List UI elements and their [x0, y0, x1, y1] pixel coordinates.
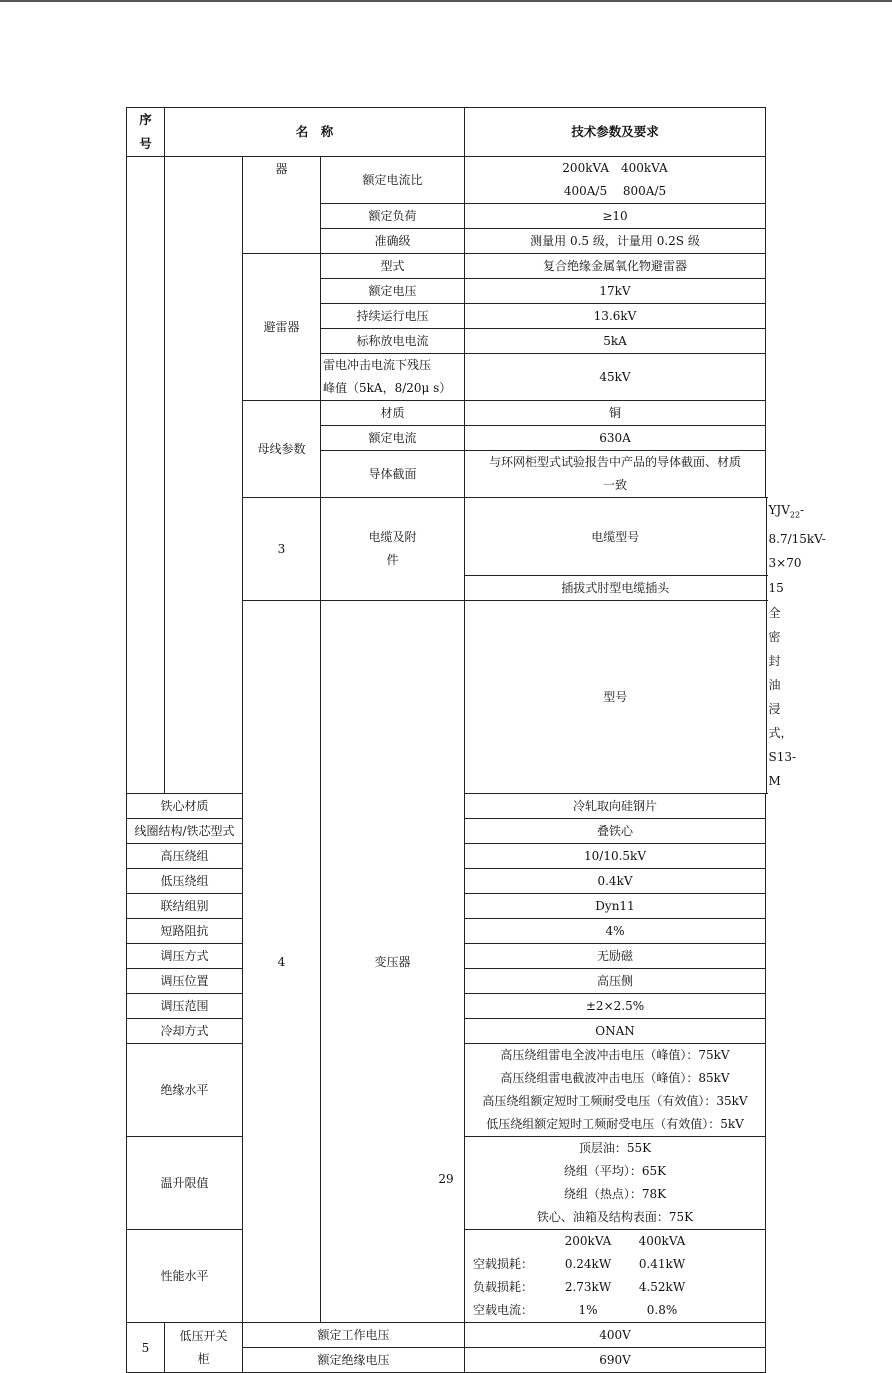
value-cell: 叠铁心 — [465, 819, 766, 844]
item-no: 3 — [243, 498, 321, 601]
param-cell: 线圈结构/铁芯型式 — [127, 819, 243, 844]
param-cell: 调压范围 — [127, 994, 243, 1019]
item-name: 电缆及附 件 — [321, 498, 465, 601]
param-cell: 材质 — [321, 401, 465, 426]
value-cell: Dyn11 — [465, 894, 766, 919]
param-cell: 绝缘水平 — [127, 1044, 243, 1137]
value-cell: 与环网柜型式试验报告中产品的导体截面、材质 一致 — [465, 451, 766, 498]
value-cell: 45kV — [465, 354, 766, 401]
item-no: 4 — [243, 601, 321, 1323]
value-cell: ±2×2.5% — [465, 994, 766, 1019]
param-cell: 持续运行电压 — [321, 304, 465, 329]
param-cell: 性能水平 — [127, 1230, 243, 1323]
value-cell: 4% — [465, 919, 766, 944]
value-cell: 0.4kV — [465, 869, 766, 894]
param-cell: 准确级 — [321, 229, 465, 254]
param-cell: 调压方式 — [127, 944, 243, 969]
header-no: 序 号 — [127, 108, 165, 157]
value-cell: 高压绕组雷电全波冲击电压（峰值）：75kV 高压绕组雷电截波冲击电压（峰值）：85kV 高压绕组额定短时工频耐受电压（有效值）：35kV 低压绕组额定短时工频耐受电压（有效值）：5kV — [465, 1044, 766, 1137]
param-cell: 低压绕组 — [127, 869, 243, 894]
value-cell: 630A — [465, 426, 766, 451]
param-cell: 导体截面 — [321, 451, 465, 498]
param-cell: 额定电流 — [321, 426, 465, 451]
param-cell: 短路阻抗 — [127, 919, 243, 944]
param-cell: 额定工作电压 — [243, 1323, 465, 1348]
value-cell: 测量用 0.5 级，计量用 0.2S 级 — [465, 229, 766, 254]
item-name: 变压器 — [321, 601, 465, 1323]
value-cell: 690V — [465, 1348, 766, 1373]
value-cell: 5kA — [465, 329, 766, 354]
value-cell: 10/10.5kV — [465, 844, 766, 869]
ct-group-label: 器 — [243, 157, 321, 254]
top-border-rule — [0, 0, 892, 2]
param-cell: 额定绝缘电压 — [243, 1348, 465, 1373]
value-cell: 400V — [465, 1323, 766, 1348]
header-name: 名 称 — [165, 108, 465, 157]
value-cell: ONAN — [465, 1019, 766, 1044]
header-spec: 技术参数及要求 — [465, 108, 766, 157]
param-cell: 型式 — [321, 254, 465, 279]
page-number: 29 — [438, 1172, 454, 1186]
item-name: 低压开关 柜 — [165, 1323, 243, 1373]
value-cell: 无励磁 — [465, 944, 766, 969]
arrester-label: 避雷器 — [243, 254, 321, 401]
performance-value-cell: 200kVA 400kVA 空载损耗： 0.24kW 0.41kW 负载损耗： 2.73kW 4.52kW 空载电流： 1% 0.8% — [465, 1230, 766, 1323]
value-cell: $YJV_{22}-8.7/15kV-3\times 70$ — [768, 503, 826, 571]
table-header-row — [127, 108, 767, 157]
param-cell: 插拔式肘型电缆插头 — [465, 576, 767, 601]
table-row — [127, 1323, 767, 1348]
value-cell: 15 — [768, 581, 784, 596]
value-cell: 复合绝缘金属氧化物避雷器 — [465, 254, 766, 279]
param-cell: 额定电流比 — [321, 157, 465, 204]
item-no: 5 — [127, 1323, 165, 1373]
value-cell: 铜 — [465, 401, 766, 426]
param-cell: 额定电压 — [321, 279, 465, 304]
value-cell: 17kV — [465, 279, 766, 304]
param-cell: 标称放电电流 — [321, 329, 465, 354]
value-cell: 高压侧 — [465, 969, 766, 994]
param-cell: 雷电冲击电流下残压 峰值（5kA，8/20μ s） — [321, 354, 465, 401]
value-cell: 13.6kV — [465, 304, 766, 329]
value-cell: ≥10 — [465, 204, 766, 229]
param-cell: 调压位置 — [127, 969, 243, 994]
value-cell: 顶层油：55K 绕组（平均）：65K 绕组（热点）：78K 铁心、油箱及结构表面：75K — [465, 1137, 766, 1230]
param-cell: 联结组别 — [127, 894, 243, 919]
param-cell: 温升限值 — [127, 1137, 243, 1230]
param-cell: 高压绕组 — [127, 844, 243, 869]
item-name-cell-empty — [165, 157, 243, 794]
item-no-cell-empty — [127, 157, 165, 794]
param-cell: 额定负荷 — [321, 204, 465, 229]
table-row — [127, 157, 767, 204]
busbar-label: 母线参数 — [243, 401, 321, 498]
param-cell: 冷却方式 — [127, 1019, 243, 1044]
param-cell: 电缆型号 — [465, 498, 767, 576]
param-cell: 型号 — [465, 601, 767, 794]
value-cell: 全密封油浸式，S13-M — [768, 606, 797, 789]
value-cell: 200kVA 400kVA 400A/5 800A/5 — [465, 157, 766, 204]
value-cell: 冷轧取向硅钢片 — [465, 794, 766, 819]
param-cell: 铁心材质 — [127, 794, 243, 819]
